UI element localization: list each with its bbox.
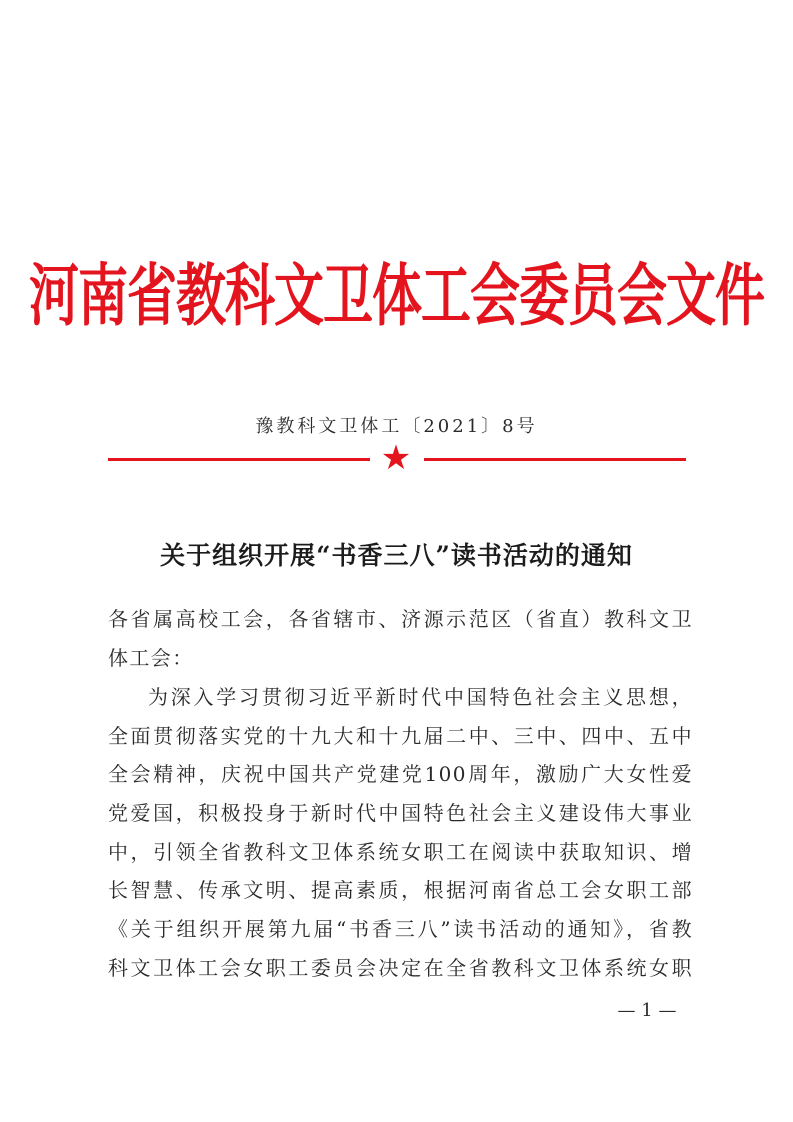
paragraph-line: 中，引领全省教科文卫体系统女职工在阅读中获取知识、增 [108,839,693,864]
addressee-block [108,600,693,677]
document-number: 豫教科文卫体工〔2021〕8号 [255,416,538,437]
addressee-line: 体工会： [108,645,194,670]
paragraph-line: 全会精神，庆祝中国共产党建党100周年，激励广大女性爱 [108,762,693,787]
notice-title: 关于组织开展“书香三八”读书活动的通知 [160,541,633,570]
body-paragraph [108,678,693,988]
addressee-line: 各省属高校工会，各省辖市、济源示范区（省直）教科文卫 [108,607,693,631]
paragraph-line: 长智慧、传承文明、提高素质，根据河南省总工会女职工部 [108,878,693,903]
paragraph-line: 党爱国，积极投身于新时代中国特色社会主义建设伟大事业 [108,801,693,826]
red-rule-left [108,458,370,461]
star-icon: ★ [380,438,412,478]
page-number: — 1 — [617,1000,677,1021]
document-header-title: 河南省教科文卫体工会委员会文件 [29,256,764,336]
paragraph-line: 科文卫体工会女职工委员会决定在全省教科文卫体系统女职 [108,955,693,980]
red-rule-right [424,458,686,461]
paragraph-line: 《关于组织开展第九届“书香三八”读书活动的通知》，省教 [108,917,693,942]
paragraph-line: 全面贯彻落实党的十九大和十九届二中、三中、四中、五中 [108,723,693,748]
paragraph-line: 为深入学习贯彻习近平新时代中国特色社会主义思想， [148,685,693,709]
